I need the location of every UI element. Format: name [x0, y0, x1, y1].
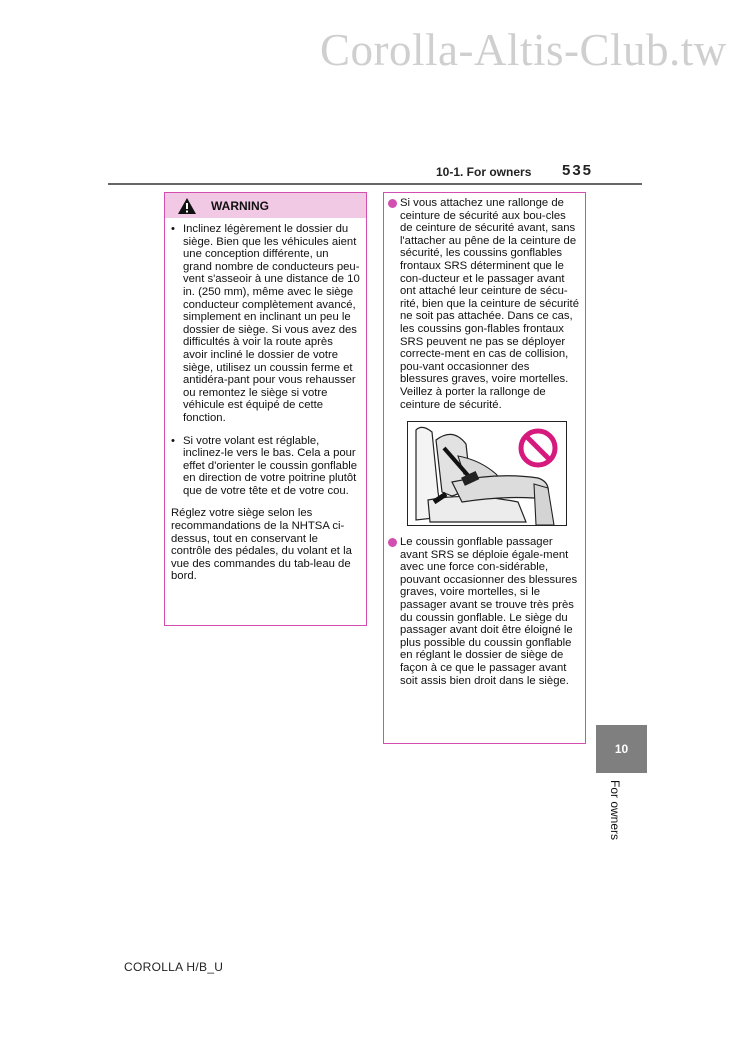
header-rule — [108, 183, 642, 185]
chapter-tab: 10 — [596, 725, 647, 773]
warning-bullet-text: Inclinez légèrement le dossier du siège. Bien que les véhicules aient une conception différente, un grand nombre de conducteurs peu-vent s'asseoir à une distance de 10 in. (250 mm), même avec le siège conducteur complètement avancé, simplement en inclinant un peu le dossier de siège. Si vous avez des difficultés à voir la route après avoir incliné le dossier de votre siège, utilisez un coussin ferme et antidéra-pant pour vous rehausser ou remontez le siège si votre véhicule est équipé de cette fonction. — [183, 223, 360, 424]
warning-bullet — [171, 223, 360, 425]
warning-continuation-box — [383, 192, 586, 744]
footer-model-code: COROLLA H/B_U — [124, 960, 224, 974]
warning-body — [165, 218, 366, 583]
pink-bullet-icon — [388, 538, 397, 547]
bullet-dot: • — [171, 434, 175, 447]
warning-paragraph: Réglez votre siège selon les recommandations de la NHTSA ci-dessus, tout en conservant le contrôle des pédales, du volant et la vue des commandes du tab-leau de bord. — [171, 507, 352, 583]
list-item — [388, 536, 579, 687]
watermark: Corolla-Altis-Club.tw — [320, 25, 727, 75]
pink-bullet-icon — [388, 199, 397, 208]
page-number: 535 — [562, 162, 594, 179]
prohibited-seat-illustration-icon — [408, 422, 566, 525]
warning-bullet — [171, 435, 360, 498]
warning-title: WARNING — [211, 198, 269, 213]
warning-title-bar — [165, 193, 366, 218]
bullet-dot: • — [171, 223, 175, 235]
section-header: 10-1. For owners — [436, 165, 532, 179]
list-item — [388, 197, 579, 411]
seat-belt-extender-illustration — [407, 421, 567, 526]
warning-triangle-icon — [177, 197, 197, 215]
list-item-text: Si vous attachez une rallonge de ceinture de sécurité aux bou-cles de ceinture de sécurité avant, sans l'attacher au pêne de la ceinture de sécurité, les coussins gonflables frontaux SRS déterminent que le con-ducteur et le passager avant ont attaché leur ceinture de sécu-rité, bien que la ceinture de sécurité ne soit pas attachée. Dans ce cas, les coussins gon-flables frontaux SRS peuvent ne pas se déployer correcte-ment en cas de collision, pou-vant occasionner des blessures graves, voire mortelles. Veillez à porter la rallonge de ceinture de sécurité. — [400, 197, 579, 411]
list-item-text: Le coussin gonflable passager avant SRS se déploie égale-ment avec une force con-sidérable, pouvant occasionner des blessures graves, voire mortelles, si le passager avant se trouve très près du coussin gonflable. Le siège du passager avant doit être éloigné le plus possible du coussin gonflable en réglant le dossier de siège de façon à ce que le passager avant soit assis bien droit dans le siège. — [400, 536, 578, 687]
warning-bullet-text: Si votre volant est réglable, inclinez-le vers le bas. Cela a pour effet d'orienter le coussin gonflable en direction de votre poitrine plutôt que de votre tête et de votre cou. — [183, 434, 358, 497]
continuation-body — [384, 193, 585, 687]
chapter-tab-caption: For owners — [608, 780, 622, 841]
warning-box — [164, 192, 367, 626]
